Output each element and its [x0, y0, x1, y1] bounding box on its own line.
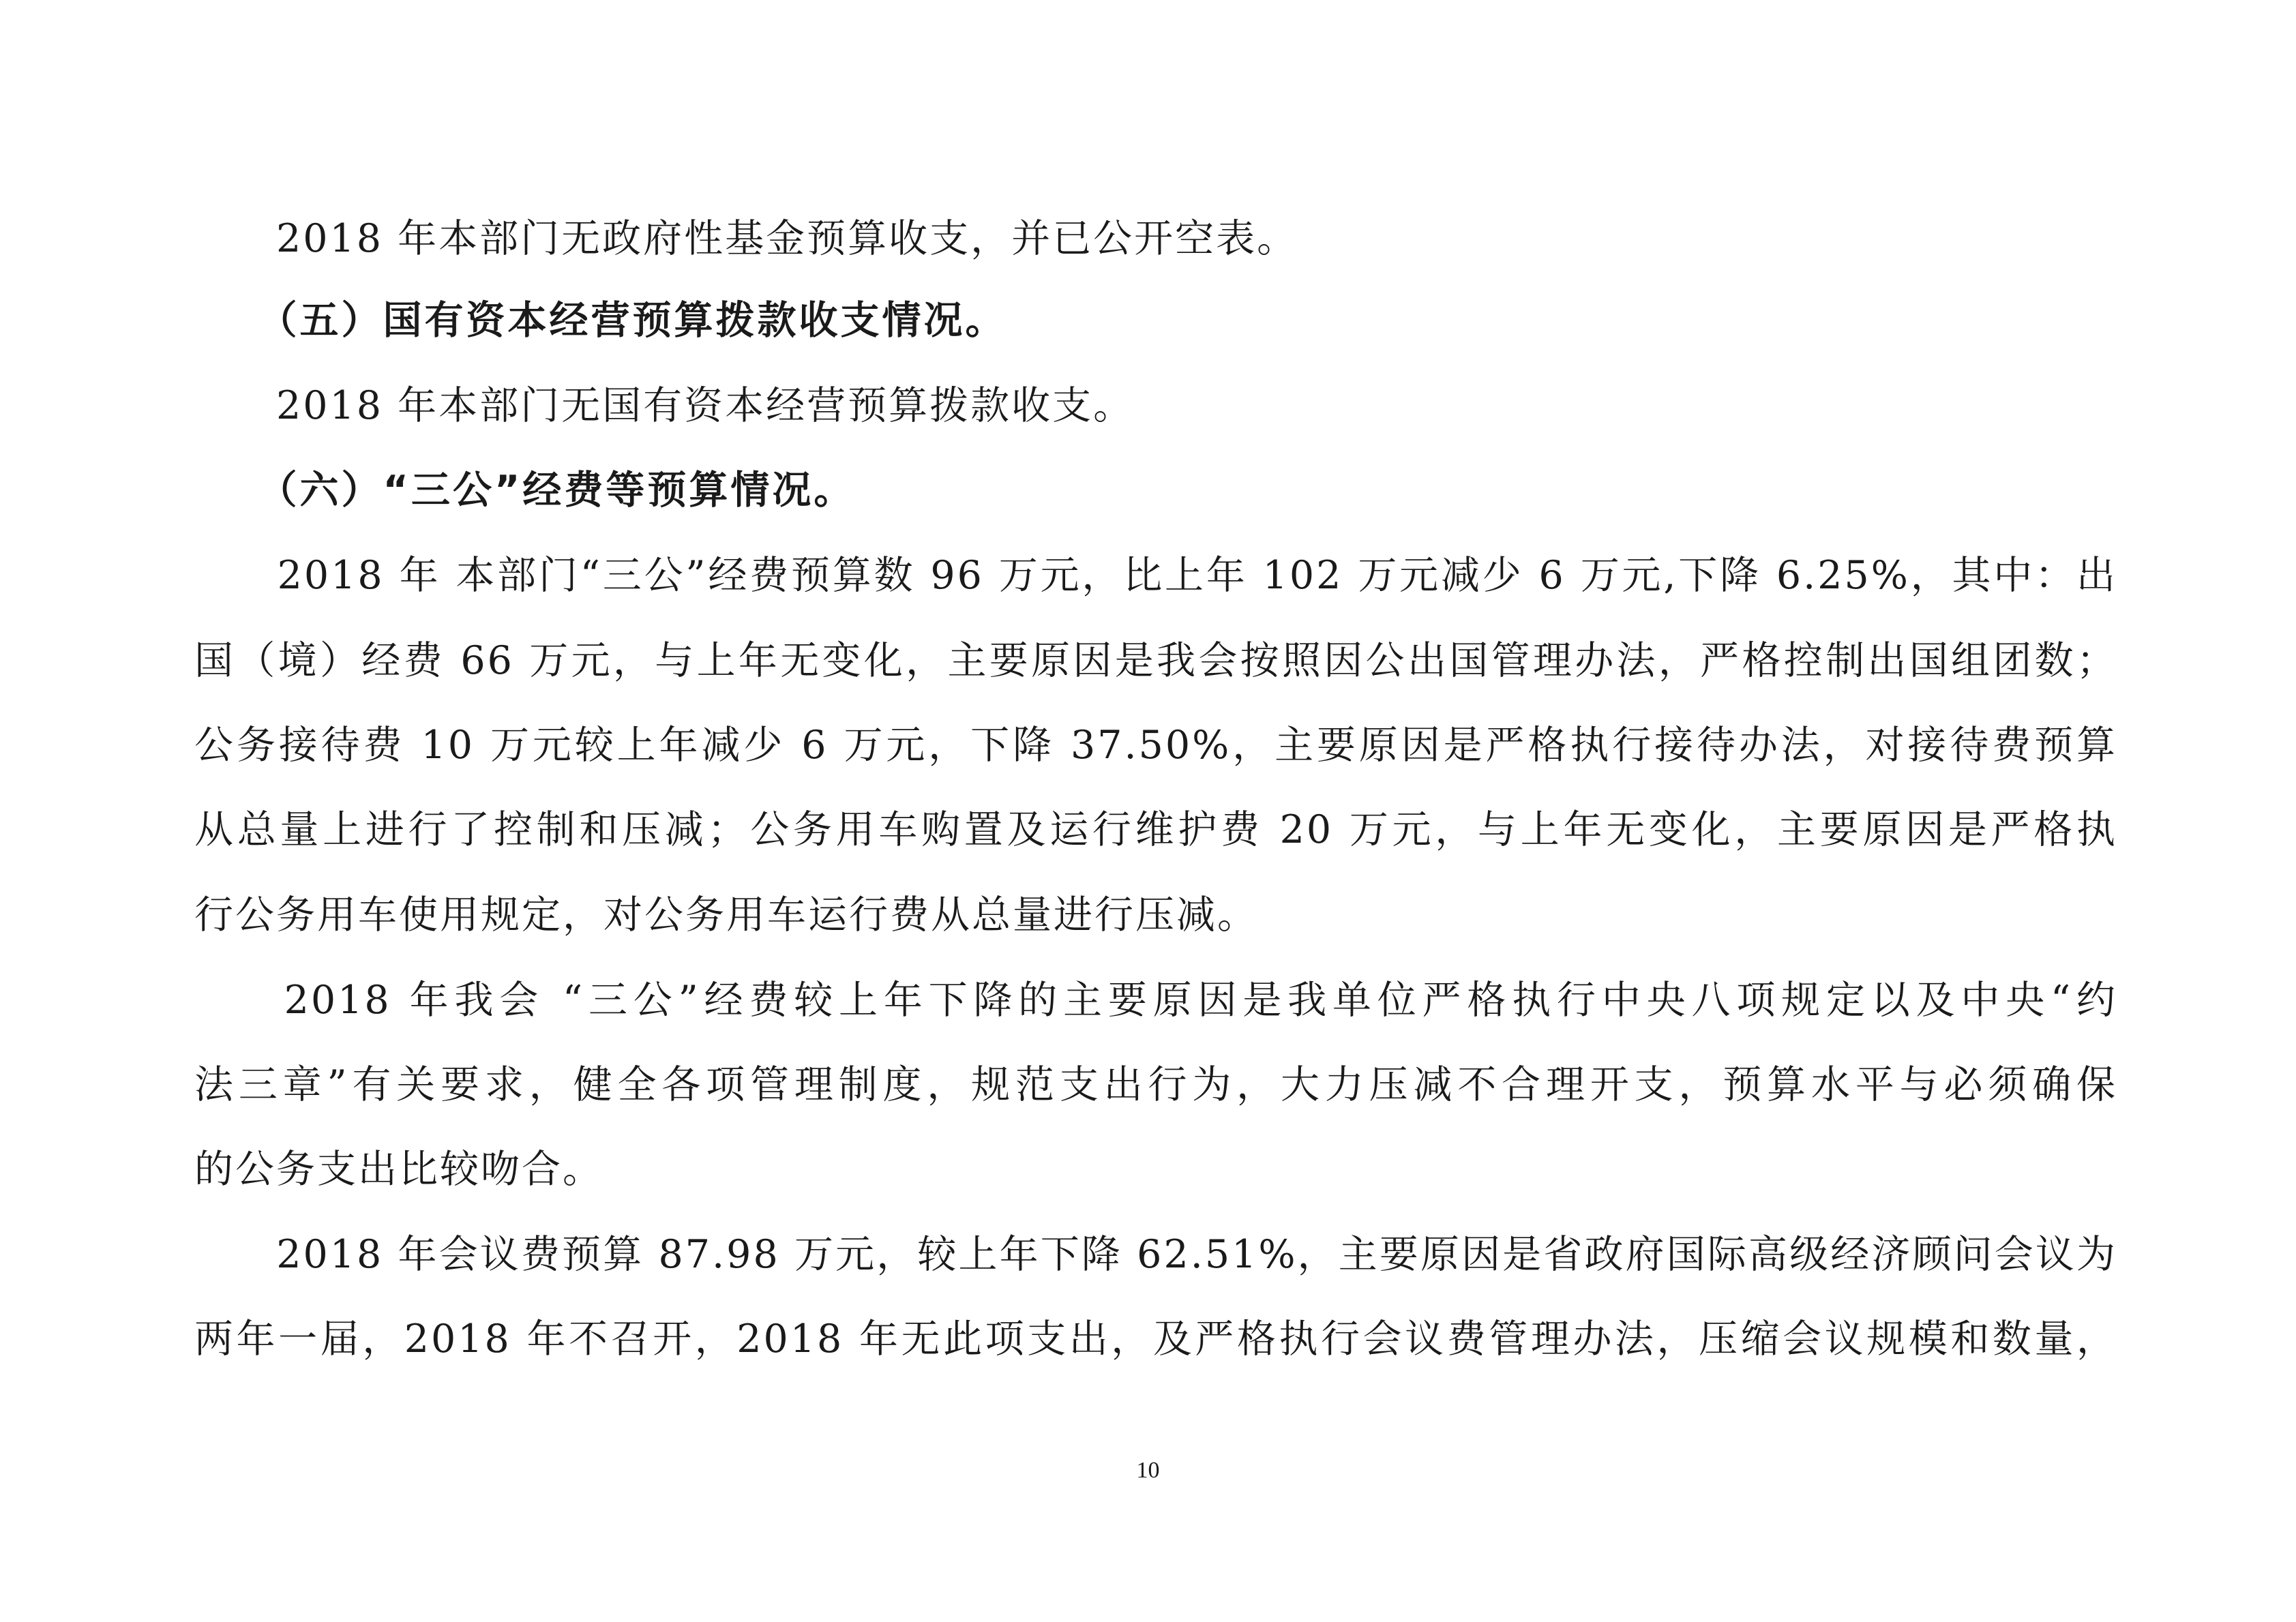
section-heading: （六）“三公”经费等预算情况。: [194, 468, 856, 513]
paragraph-line: 公务接待费 10 万元较上年减少 6 万元，下降 37.50%，主要原因是严格执行接待办法，对接待费预算: [194, 723, 2117, 768]
paragraph-line: 从总量上进行了控制和压减；公务用车购置及运行维护费 20 万元，与上年无变化，主要原因是严格执: [194, 807, 2117, 852]
paragraph-line: 两年一届，2018 年不召开，2018 年无此项支出，及严格执行会议费管理办法，压缩会议规模和数量，: [194, 1317, 2117, 1362]
section-heading: （五）国有资本经营预算拨款收支情况。: [194, 298, 1007, 343]
paragraph-line: 法三章”有关要求，健全各项管理制度，规范支出行为，大力压减不合理开支，预算水平与必须确保: [194, 1062, 2117, 1107]
paragraph-line: 的公务支出比较吻合。: [194, 1147, 603, 1192]
paragraph-line: 行公务用车使用规定，对公务用车运行费从总量进行压减。: [194, 892, 1258, 937]
page-number: 10: [1136, 1458, 1160, 1483]
paragraph-line: 2018 年我会 “三公”经费较上年下降的主要原因是我单位严格执行中央八项规定以及中央“约: [194, 978, 2117, 1023]
paragraph-line: 2018 年本部门无国有资本经营预算拨款收支。: [194, 383, 1135, 428]
paragraph-line: 国（境）经费 66 万元，与上年无变化，主要原因是我会按照因公出国管理办法，严格控制出国组团数；: [194, 638, 2117, 683]
paragraph-line: 2018 年本部门无政府性基金预算收支，并已公开空表。: [194, 216, 1298, 261]
paragraph-line: 2018 年 本部门“三公”经费预算数 96 万元，比上年 102 万元减少 6 万元,下降 6.25%，其中：出: [194, 553, 2117, 598]
paragraph-line: 2018 年会议费预算 87.98 万元，较上年下降 62.51%，主要原因是省政府国际高级经济顾问会议为: [194, 1232, 2117, 1277]
